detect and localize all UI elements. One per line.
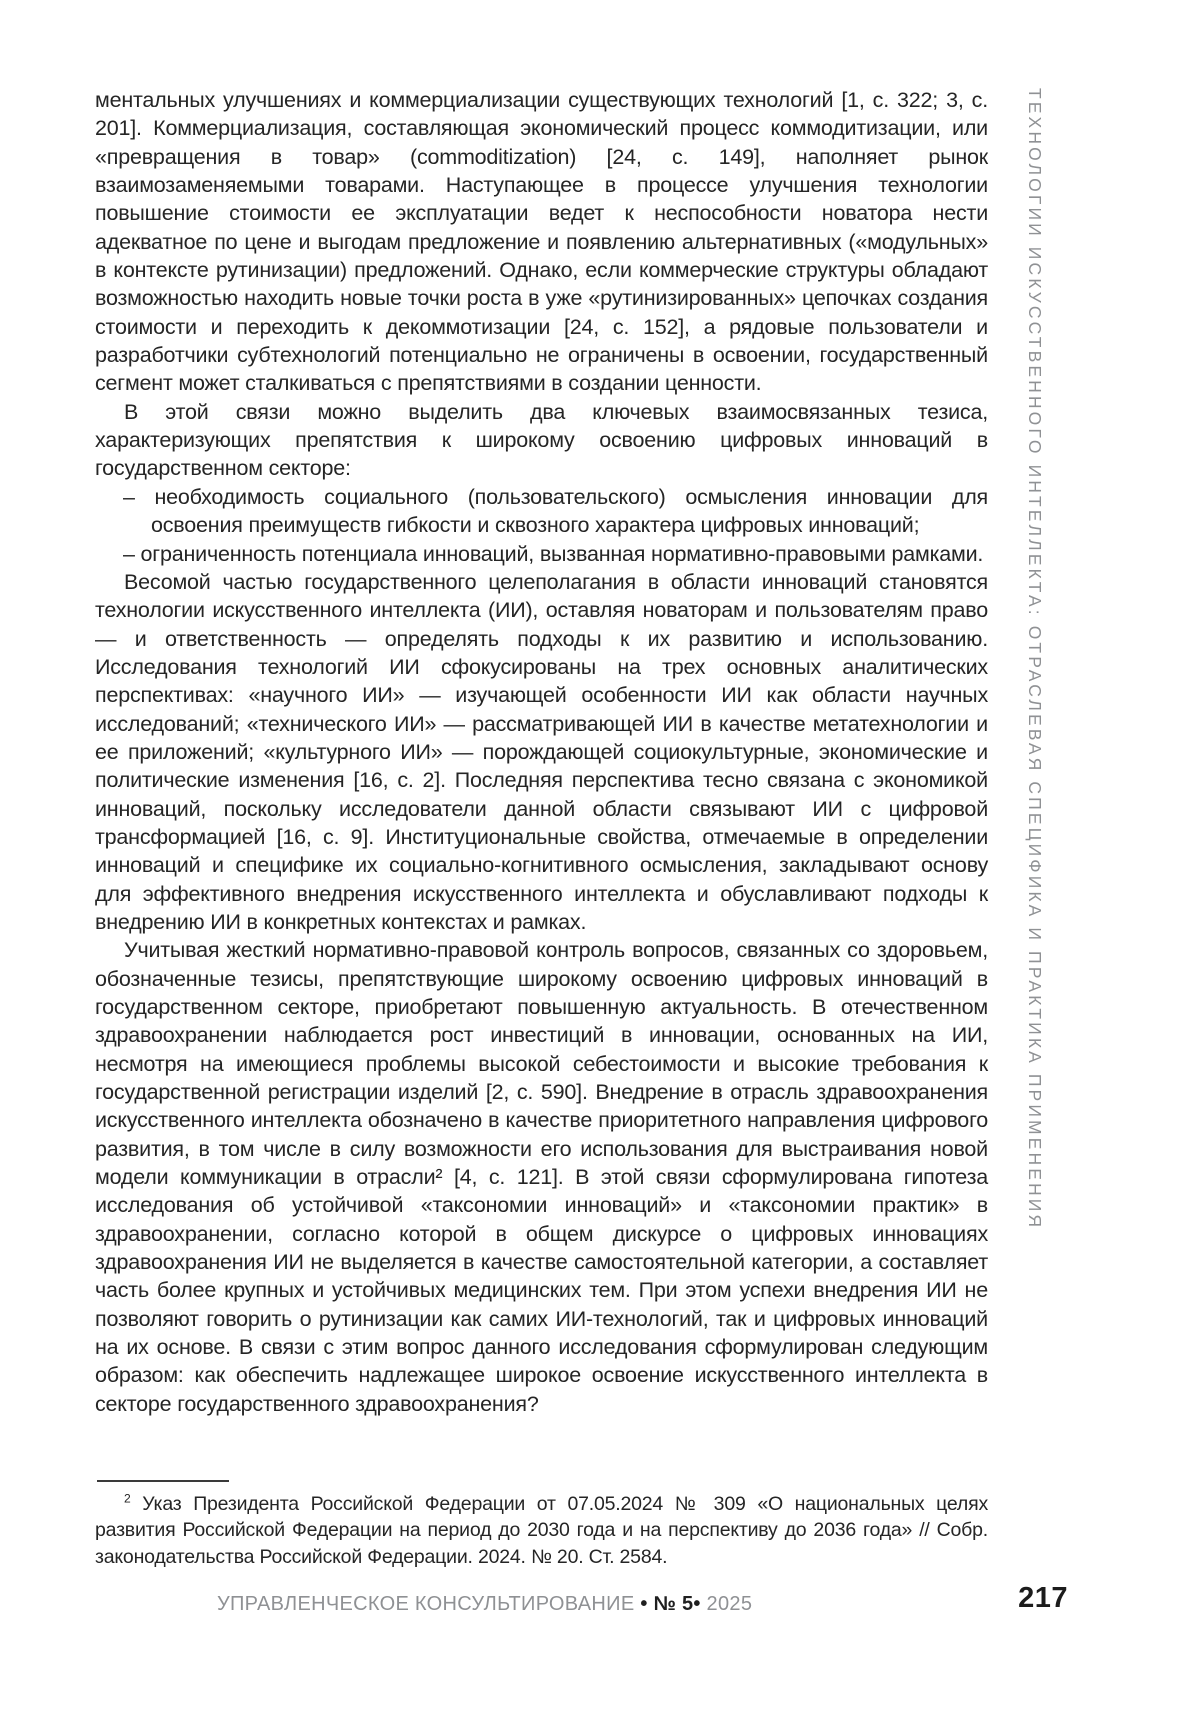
bullet-item	[123, 540, 988, 568]
bullet-text: ограниченность потенциала инноваций, вызванная нормативно-правовыми рамками.	[140, 541, 984, 566]
body-paragraph: В этой связи можно выделить два ключевых взаимосвязанных тезиса, характеризующих препятствия к широкому освоению цифровых инноваций в государственном секторе:	[95, 399, 988, 481]
issue-year: 2025	[706, 1593, 753, 1615]
footnote-body: Указ Президента Российской Федерации от 07.05.2024 № 309 «О национальных целях развития Российской Федерации на период до 2030 года и на перспективу до 2036 года» // Собр. законодательства Российской Федерации. 2024. № 20. Ст. 2584.	[95, 1493, 988, 1568]
footnote-divider	[97, 1480, 229, 1482]
footer-separator: •	[693, 1593, 701, 1615]
body-paragraph: ментальных улучшениях и коммерциализации существующих технологий [1, с. 322; 3, с. 201]. Коммерциализация, составляющая экономический процесс коммодитизации, или «превращения в товар» (commoditization) [24, с. 149], наполняет рынок взаимозаменяемыми товарами. Наступающее в процессе улучшения технологии повышение стоимости ее эксплуатации ведет к неспособности новатора нести адекватное по цене и выгодам предложение и появлению альтернативных («модульных» в контексте рутинизации) предложений. Однако, если коммерческие структуры обладают возможностью находить новые точки роста в уже «рутинизированных» цепочках создания стоимости и переходить к декоммотизации [24, с. 152], а рядовые пользователи и разработчики субтехнологий потенциально не ограничены в освоении, государственный сегмент может сталкиваться с препятствиями в создании ценности.	[95, 88, 988, 396]
footnote-marker: 2	[124, 1491, 131, 1506]
body-paragraph: Учитывая жесткий нормативно-правовой контроль вопросов, связанных со здоровьем, обозначенные тезисы, препятствующие широкому освоению цифровых инноваций в государственном секторе, приобретают повышенную актуальность. В отечественном здравоохранении наблюдается рост инвестиций в инновации, основанных на ИИ, несмотря на имеющиеся проблемы высокой себестоимости и высокие требования к государственной регистрации изделий [2, с. 590]. Внедрение в отрасль здравоохранения искусственного интеллекта обозначено в качестве приоритетного направления цифрового развития, в том числе в силу возможности его использования для выстраивания новой модели коммуникации в отрасли² [4, с. 121]. В этой связи сформулирована гипотеза исследования об устойчивой «таксономии инноваций» и «таксономии практик» в здравоохранении, согласно которой в общем дискурсе о цифровых инновациях здравоохранения ИИ не выделяется в качестве самостоятельной категории, а составляет часть более крупных и устойчивых медицинских тем. При этом успехи внедрения ИИ не позволяют говорить о рутинизации как самих ИИ-технологий, так и цифровых инноваций на их основе. В связи с этим вопрос данного исследования сформулирован следующим образом: как обеспечить надлежащее широкое освоение искусственного интеллекта в секторе государственного здравоохранения?	[95, 938, 988, 1416]
bullet-text: необходимость социального (пользовательского) осмысления инновации для освоения преимуществ гибкости и сквозного характера цифровых инноваций;	[151, 484, 988, 538]
article-body	[95, 86, 988, 1418]
footnote	[95, 1480, 988, 1570]
footer-journal-line	[217, 1593, 752, 1616]
footnote-text	[95, 1491, 988, 1570]
running-head-vertical: ТЕХНОЛОГИИ ИСКУССТВЕННОГО ИНТЕЛЛЕКТА: ОТРАСЛЕВАЯ СПЕЦИФИКА И ПРАКТИКА ПРИМЕНЕНИЯ	[1025, 88, 1045, 1231]
body-paragraph: Весомой частью государственного целеполагания в области инноваций становятся технологии искусственного интеллекта (ИИ), оставляя новаторам и пользователям право — и ответственность — определять подходы к их развитию и использованию. Исследования технологий ИИ сфокусированы на трех основных аналитических перспективах: «научного ИИ» — изучающей особенности ИИ как области научных исследований; «технического ИИ» — рассматривающей ИИ в качестве метатехнологии и ее приложений; «культурного ИИ» — порождающей социокультурные, экономические и политические изменения [16, с. 2]. Последняя перспектива тесно связана с экономикой инноваций, поскольку исследователи данной области связывают ИИ с цифровой трансформацией [16, с. 9]. Институциональные свойства, отмечаемые в определении инноваций и специфике их социально-когнитивного осмысления, закладывают основу для эффективного внедрения искусственного интеллекта и обуславливают подходы к внедрению ИИ в конкретных контекстах и рамках.	[95, 569, 988, 934]
issue-number: № 5	[653, 1593, 694, 1615]
bullet-marker: –	[123, 484, 135, 509]
page-number: 217	[1018, 1582, 1068, 1614]
bullet-marker: –	[123, 541, 135, 566]
bullet-item	[123, 483, 988, 540]
footer-separator: •	[640, 1593, 648, 1615]
journal-title: УПРАВЛЕНЧЕСКОЕ КОНСУЛЬТИРОВАНИЕ	[217, 1593, 635, 1615]
